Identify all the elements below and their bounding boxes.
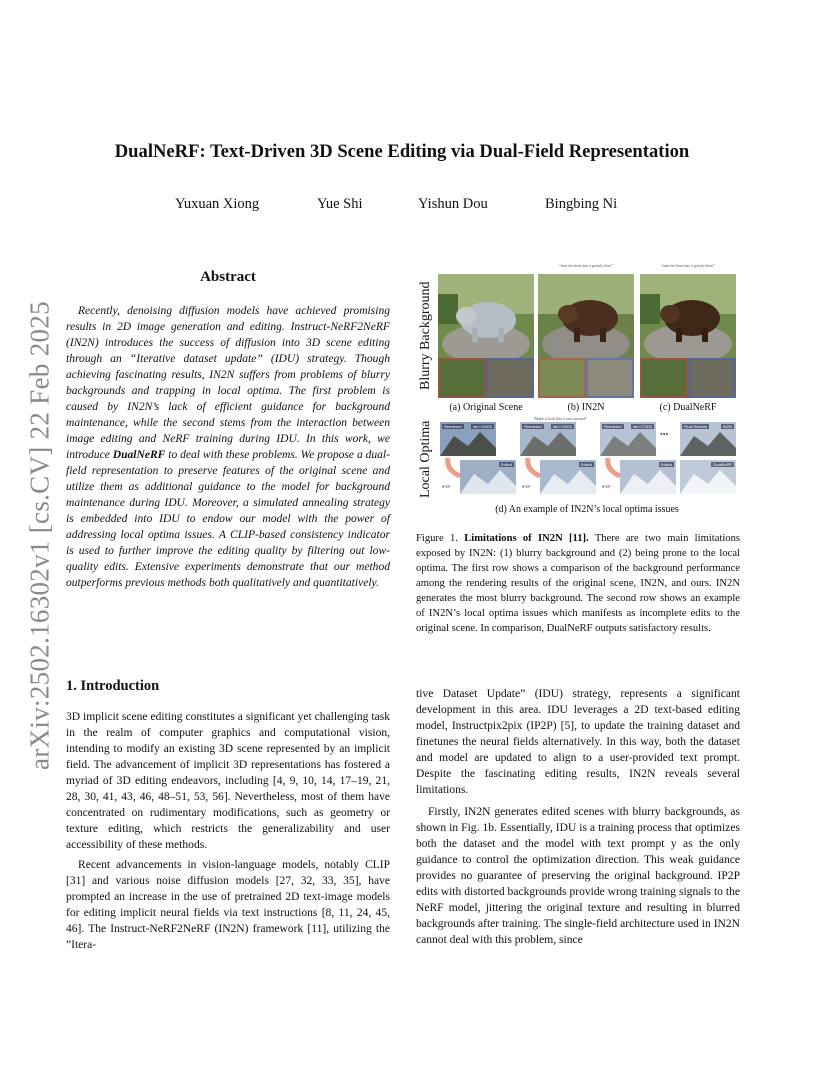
prompt-text: “Make it look like it just snowed”	[532, 416, 588, 421]
final-result-in2n: Final Results IN2N	[680, 422, 736, 456]
subcaption-in2n: (b) IN2N	[567, 402, 605, 413]
ip2p-label: IP2P	[442, 484, 451, 489]
section-heading: 1. Introduction	[66, 678, 160, 694]
author-name: Yuxuan Xiong	[175, 196, 260, 212]
paragraph: Firstly, IN2N generates edited scenes with blurry backgrounds, as shown in Fig. 1b. Essentially, IDU is a training process that optimizes both the dataset and the model with text prompt y as the only guidance to control the optimization direction. This weak guidance provides no guarantee of preserving the original background. IP2P edits with distorted backgrounds provide wrong training signals to the NeRF model, jittering the original texture and resulting in blurred backgrounds after training. The single-field architecture used in IN2N cannot deal with this problem, since	[416, 806, 740, 946]
prompt-text: “turn the bear into a grizzly bear”	[661, 263, 715, 268]
abstract-text: Recently, denoising diffusion models have achieved promising results in 2D image generation and editing. Instruct-NeRF2NeRF (IN2N) introduces the success of diffusion into 3D scene editing through an “Iterative dataset update” (IDU) strategy. Though achieving fascinating results, IN2N suffers from problems of blurry backgrounds and trapping in local optima. The first problem is caused by IN2N’s lack of efficient guidance for background maintenance, while the second stems from the interaction between image editing and NeRF training during IDU. In this work, we introduce DualNeRF to deal with these problems. We propose a dual-field representation to preserve features of the original scene and utilize them as additional guidance to the model for background maintenance during IDU. Moreover, a simulated annealing strategy is embedded into IDU to endow our model with the power of addressing local optima issues. A CLIP-based consistency indicator is used to further improve the editing quality by filtering out low-quality edits. Extensive experiments demonstrate that our method outperforms previous methods both qualitatively and quantitatively.	[66, 305, 390, 589]
author-name: Bingbing Ni	[545, 196, 618, 212]
rendered-frame: Rendered Iter=17300	[600, 422, 656, 456]
prompt-text: “turn the bear into a grizzly bear”	[559, 263, 613, 268]
subcaption-local-optima: (d) An example of IN2N’s local optima issues	[495, 504, 679, 515]
figure-caption: Figure 1. Limitations of IN2N [11]. There are two main limitations exposed by IN2N: (1) blurry background and (2) being prone to the local optima. The first row shows a comparison of the background performance among the rendering results of the original scene, IN2N, and ours. IN2N generates the most blurry background. The second row shows an example of IN2N’s local optima issues which manifests as incomplete edits to the original scene. In comparison, DualNeRF outputs satisfactory results.	[416, 533, 741, 634]
subcaption-original: (a) Original Scene	[449, 402, 523, 413]
row-label-local-optima: Local Optima	[418, 420, 433, 498]
edited-frame: Edited	[540, 460, 596, 494]
author-name: Yishun Dou	[418, 196, 488, 212]
ip2p-label: IP2P	[522, 484, 531, 489]
introduction-column-2	[416, 686, 740, 954]
method-name: DualNeRF	[112, 449, 166, 461]
ip2p-label: IP2P	[602, 484, 611, 489]
paper-title: DualNeRF: Text-Driven 3D Scene Editing via Dual-Field Representation	[114, 141, 690, 162]
in2n-result-image	[538, 274, 634, 398]
author-name: Yue Shi	[317, 196, 363, 212]
subcaption-dualnerf: (c) DualNeRF	[659, 402, 717, 413]
row-label-blurry-background: Blurry Background	[418, 281, 433, 390]
dualnerf-result-image	[640, 274, 736, 398]
rendered-frame: Rendered Iter=13000	[520, 422, 576, 456]
figure-1	[416, 262, 740, 522]
ellipsis-icon: •••	[660, 430, 669, 439]
paragraph: 3D implicit scene editing constitutes a significant yet challenging task in the realm of computer graphics and computational vision, intending to modify an existing 3D scene represented by an implicit field. The advancement of implicit 3D representations has fostered a myriad of 3D editing endeavors, including [4, 9, 10, 14, 17–19, 21, 28, 30, 41, 43, 46, 48–51, 53, 56]. Nevertheless, most of them have concentrated on rudimentary modifications, such as geometry or texture editing, which restricts the generalizability and user accessibility of these methods.	[66, 711, 390, 851]
paragraph: Recent advancements in vision-language models, notably CLIP [31] and various noise diffusion models [27, 32, 33, 35], have prompted an increase in the use of pretrained 2D text-image models for editing implicit neural fields via text instructions [8, 11, 24, 45, 46]. The Instruct-NeRF2NeRF (IN2N) framework [11], utilizing the ”Itera-	[66, 859, 390, 951]
final-result-dualnerf: DualNeRF	[680, 460, 736, 494]
abstract-heading: Abstract	[200, 269, 256, 285]
introduction-column-1	[66, 709, 390, 957]
arxiv-identifier: arXiv:2502.16302v1 [cs.CV] 22 Feb 2025	[24, 301, 55, 770]
edited-frame: Edited	[620, 460, 676, 494]
rendered-frame: Rendered Iter=10500	[440, 422, 496, 456]
original-scene-image	[438, 274, 534, 398]
paragraph: tive Dataset Update” (IDU) strategy, represents a significant development in this area. IDU leverages a 2D text-based editing model, Instructpix2pix (IP2P) [5], to update the training dataset and finetunes the neural fields alternatively. In this way, both the dataset and model are updated to align to a user-provided text prompt. Despite the fascinating editing results, IN2N reveals several limitations.	[416, 688, 740, 796]
edited-frame: Edited	[460, 460, 516, 494]
